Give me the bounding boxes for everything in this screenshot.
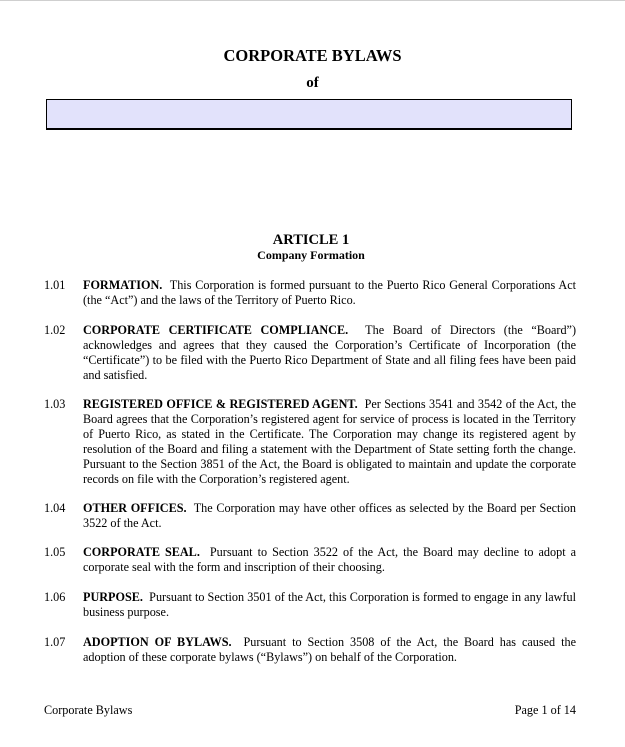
section-number: 1.04: [44, 501, 66, 515]
section-body: Per Sections 3541 and 3542 of the Act, the Board agrees that the Corporation’s registered agent for service of process is located in the Territory of Puerto Rico, as stated in the Certificate. The Corporation may change its registered agent by resolution of the Board and filing a statement with the Department of State setting forth the change. Pursuant to the Section 3851 of the Act, the Board is obligated to maintain and update the corporate records on file with the Corporation’s registered agent.: [83, 397, 576, 486]
section-1-06: [44, 590, 576, 620]
section-text: [83, 397, 576, 486]
footer-document-name: Corporate Bylaws: [44, 703, 133, 717]
section-1-05: [44, 545, 576, 575]
article-subheading: Company Formation: [257, 248, 365, 262]
company-name-field[interactable]: [46, 99, 572, 129]
section-number: 1.01: [44, 278, 66, 292]
section-number: 1.07: [44, 635, 66, 649]
section-text: [83, 635, 576, 665]
section-body: The Board of Directors (the “Board”) acknowledges and agrees that they caused the Corporation’s Certificate of Incorporation (the “Certificate”) to be filed with the Puerto Rico Department of State and all filing fees have been paid and satisfied.: [83, 323, 576, 382]
section-text: [83, 501, 576, 531]
document-title: CORPORATE BYLAWS: [223, 46, 402, 65]
section-text: [83, 323, 576, 383]
article-heading: ARTICLE 1: [272, 232, 350, 248]
section-number: 1.06: [44, 590, 66, 604]
section-1-04: [44, 501, 576, 531]
section-heading: REGISTERED OFFICE & REGISTERED AGENT.: [83, 397, 358, 411]
section-heading: FORMATION.: [83, 278, 163, 292]
section-heading: CORPORATE CERTIFICATE COMPLIANCE.: [83, 323, 349, 337]
section-heading: CORPORATE SEAL.: [83, 545, 200, 559]
section-body: Pursuant to Section 3501 of the Act, this Corporation is formed to engage in any lawful business purpose.: [83, 590, 577, 619]
section-1-07: [44, 635, 576, 665]
section-text: [83, 590, 576, 620]
section-number: 1.03: [44, 397, 66, 411]
section-text: [83, 545, 576, 575]
section-body: Pursuant to Section 3522 of the Act, the Board may decline to adopt a corporate seal with the form and inscription of their choosing.: [83, 545, 576, 574]
section-body: Pursuant to Section 3508 of the Act, the Board has caused the adoption of these corporate bylaws (“Bylaws”) on behalf of the Corporation.: [83, 635, 576, 664]
section-body: This Corporation is formed pursuant to the Puerto Rico General Corporations Act (the “Act”) and the laws of the Territory of Puerto Rico.: [83, 278, 577, 307]
section-text: [83, 278, 576, 308]
section-body: The Corporation may have other offices as selected by the Board per Section 3522 of the Act.: [83, 501, 576, 530]
section-number: 1.05: [44, 545, 66, 559]
section-1-02: [44, 323, 576, 383]
section-heading: OTHER OFFICES.: [83, 501, 187, 515]
section-1-03: [44, 397, 576, 486]
section-heading: ADOPTION OF BYLAWS.: [83, 635, 232, 649]
section-number: 1.02: [44, 323, 66, 337]
section-heading: PURPOSE.: [83, 590, 143, 604]
document-subtitle: of: [306, 75, 319, 91]
section-1-01: [44, 278, 576, 308]
footer-page-number: Page 1 of 14: [514, 703, 576, 717]
